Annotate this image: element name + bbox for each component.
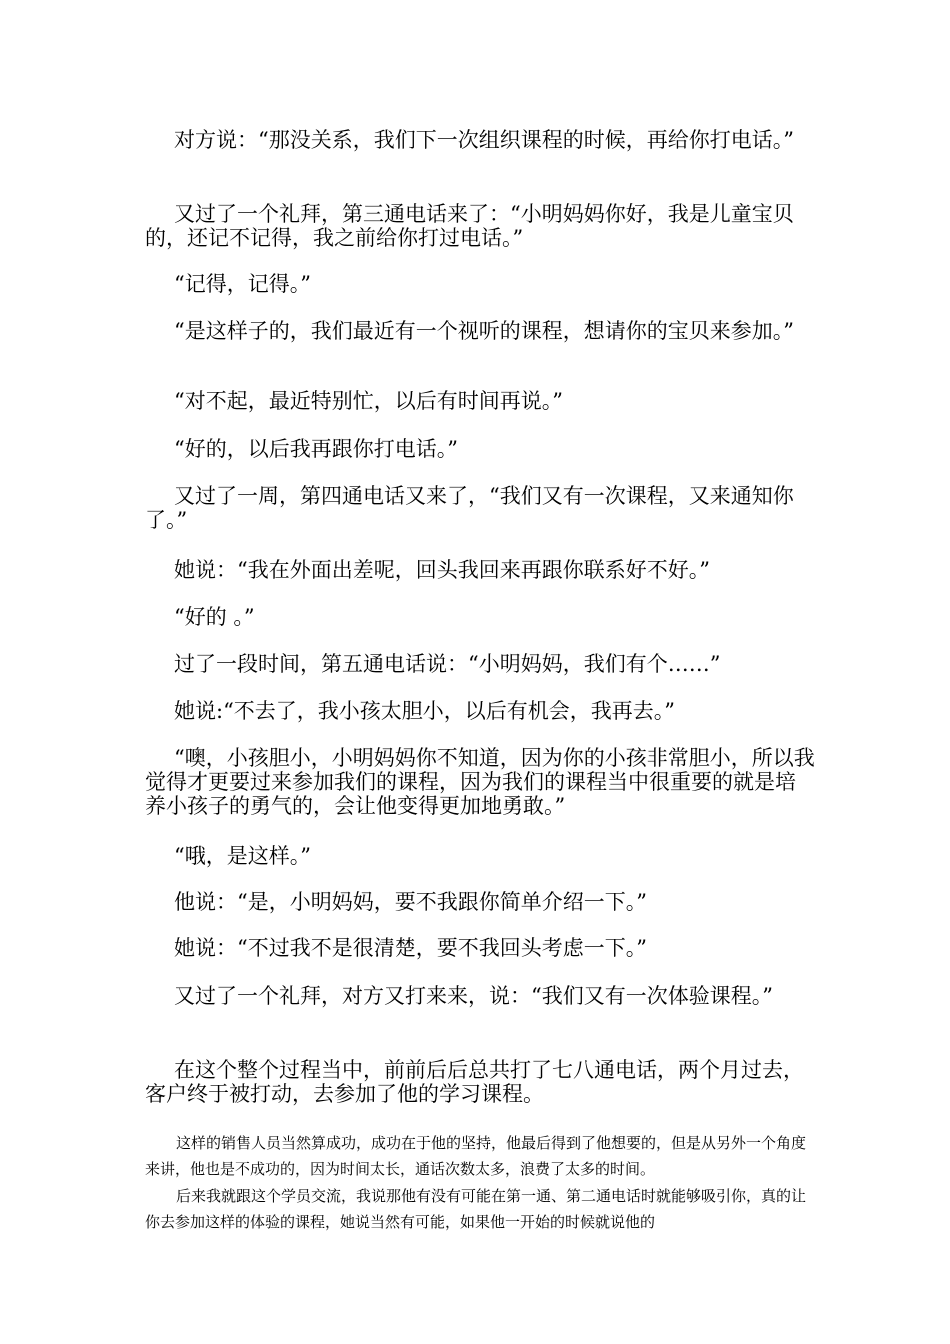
paragraph: “记得，记得。” xyxy=(174,272,311,296)
paragraph: “噢，小孩胆小，小明妈妈你不知道，因为你的小孩非常胆小，所以我觉得才更要过来参加我们的课程，因为我们的课程当中很重要的就是培养小孩子的勇气的，会让他变得更加地勇敢。” xyxy=(145,746,815,818)
small-paragraph: 后来我就跟这个学员交流，我说那他有没有可能在第一通、第二通电话时就能够吸引你，真的让你去参加这样的体验的课程，她说当然有可能，如果他一开始的时候就说他的 xyxy=(145,1187,807,1231)
paragraph: 过了一段时间，第五通电话说：“小明妈妈，我们有个……” xyxy=(174,652,721,676)
paragraph: 又过了一周，第四通电话又来了，“我们又有一次课程，又来通知你了。” xyxy=(145,484,794,532)
paragraph: “是这样子的，我们最近有一个视听的课程，想请你的宝贝来参加。” xyxy=(174,319,794,343)
paragraph: 在这个整个过程当中，前前后后总共打了七八通电话，两个月过去，客户终于被打动，去参加了他的学习课程。 xyxy=(145,1058,804,1106)
paragraph: “好的，以后我再跟你打电话。” xyxy=(174,437,458,461)
paragraph: “对不起，最近特别忙，以后有时间再说。” xyxy=(174,389,563,413)
paragraph: 她说:“不去了，我小孩太胆小，以后有机会，我再去。” xyxy=(174,699,676,723)
paragraph: “哦，是这样。” xyxy=(174,844,311,868)
small-paragraph: 这样的销售人员当然算成功，成功在于他的坚持，他最后得到了他想要的，但是从另外一个角度来讲，他也是不成功的，因为时间太长，通话次数太多，浪费了太多的时间。 xyxy=(145,1134,807,1178)
paragraph: 她说：“不过我不是很清楚，要不我回头考虑一下。” xyxy=(174,936,647,960)
paragraph: “好的 。” xyxy=(174,605,255,629)
paragraph: 对方说：“那没关系，我们下一次组织课程的时候，再给你打电话。” xyxy=(174,128,794,152)
paragraph: 她说：“我在外面出差呢，回头我回来再跟你联系好不好。” xyxy=(174,558,710,582)
paragraph: 他说：“是，小明妈妈，要不我跟你简单介绍一下。” xyxy=(174,890,647,914)
paragraph: 又过了一个礼拜，第三通电话来了：“小明妈妈你好，我是儿童宝贝的，还记不记得，我之前给你打过电话。” xyxy=(145,202,794,250)
paragraph: 又过了一个礼拜，对方又打来来，说：“我们又有一次体验课程。” xyxy=(174,984,773,1008)
